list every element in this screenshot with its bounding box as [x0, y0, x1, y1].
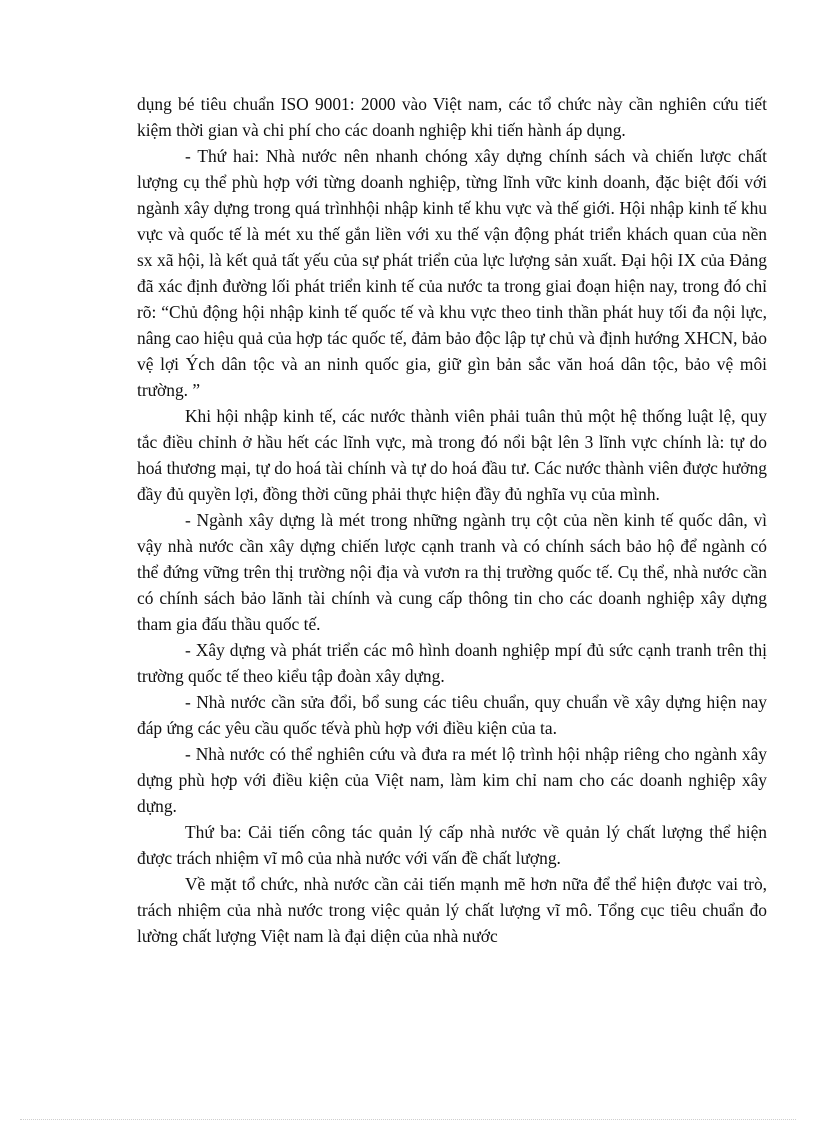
- paragraph-construction-pillar: - Ngành xây dựng là mét trong những ngành trụ cột của nền kinh tế quốc dân, vì vậy nhà nước cần xây dựng chiến lược cạnh tranh và có chính sách bảo hộ để ngành có thể đứng vững trên thị trường nội địa và vươn ra thị trường quốc tế. Cụ thể, nhà nước cần có chính sách bảo lãnh tài chính và cung cấp thông tin cho các doanh nghiệp xây dựng tham gia đấu thầu quốc tế.: [137, 510, 767, 634]
- paragraph-economic-integration: Khi hội nhập kinh tế, các nước thành viên phải tuân thủ một hệ thống luật lệ, quy tắc điều chỉnh ở hầu hết các lĩnh vực, mà trong đó nổi bật lên 3 lĩnh vực chính là: tự do hoá thương mại, tự do hoá tài chính và tự do hoá đầu tư. Các nước thành viên được hưởng đầy đủ quyền lợi, đồng thời cũng phải thực hiện đầy đủ nghĩa vụ của mình.: [137, 406, 767, 504]
- paragraph-standards-revision: - Nhà nước cần sửa đổi, bổ sung các tiêu chuẩn, quy chuẩn về xây dựng hiện nay đáp ứng các yêu cầu quốc tếvà phù hợp với điều kiện của ta.: [137, 692, 767, 738]
- paragraph-third-point: Thứ ba: Cải tiến công tác quản lý cấp nhà nước về quản lý chất lượng thể hiện được trách nhiệm vĩ mô của nhà nước với vấn đề chất lượng.: [137, 822, 767, 868]
- paragraph-integration-roadmap: - Nhà nước có thể nghiên cứu và đưa ra mét lộ trình hội nhập riêng cho ngành xây dựng phù hợp với điều kiện của Việt nam, làm kim chỉ nam cho các doanh nghiệp xây dựng.: [137, 744, 767, 816]
- paragraph-enterprise-models: - Xây dựng và phát triển các mô hình doanh nghiệp mpí đủ sức cạnh tranh trên thị trường quốc tế theo kiểu tập đoàn xây dựng.: [137, 640, 767, 686]
- paragraph-organization: Về mặt tổ chức, nhà nước cần cải tiến mạnh mẽ hơn nữa để thể hiện được vai trò, trách nhiệm của nhà nước trong việc quản lý chất lượng vĩ mô. Tổng cục tiêu chuẩn đo lường chất lượng Việt nam là đại diện của nhà nước: [137, 874, 767, 946]
- page-bottom-divider: [20, 1119, 796, 1120]
- paragraph-second-point: - Thứ hai: Nhà nước nên nhanh chóng xây dựng chính sách và chiến lược chất lượng cụ thể phù hợp với từng doanh nghiệp, từng lĩnh vữc kinh doanh, đặc biệt đối với ngành xây dựng trong quá trìnhhội nhập kinh tế khu vực và thế giới. Hội nhập kinh tế khu vực và quốc tế là mét xu thế gắn liền với xu thế vận động phát triển khách quan của nền sx xã hội, là kết quả tất yếu của sự phát triển của lực lượng sản xuất. Đại hội IX của Đảng đã xác định đường lối phát triển kinh tế của nước ta trong giai đoạn hiện nay, trong đó chỉ rõ: “Chủ động hội nhập kinh tế quốc tế và khu vực theo tinh thần phát huy tối đa nội lực, nâng cao hiệu quả của hợp tác quốc tế, đảm bảo độc lập tự chủ và định hướng XHCN, bảo vệ lợi Ých dân tộc và an ninh quốc gia, giữ gìn bản sắc văn hoá dân tộc, bảo vệ môi trường. ”: [137, 146, 767, 400]
- document-page: [137, 91, 767, 949]
- paragraph-iso-continuation: dụng bé tiêu chuẩn ISO 9001: 2000 vào Việt nam, các tổ chức này cần nghiên cứu tiết kiệm thời gian và chi phí cho các doanh nghiệp khi tiến hành áp dụng.: [137, 94, 767, 140]
